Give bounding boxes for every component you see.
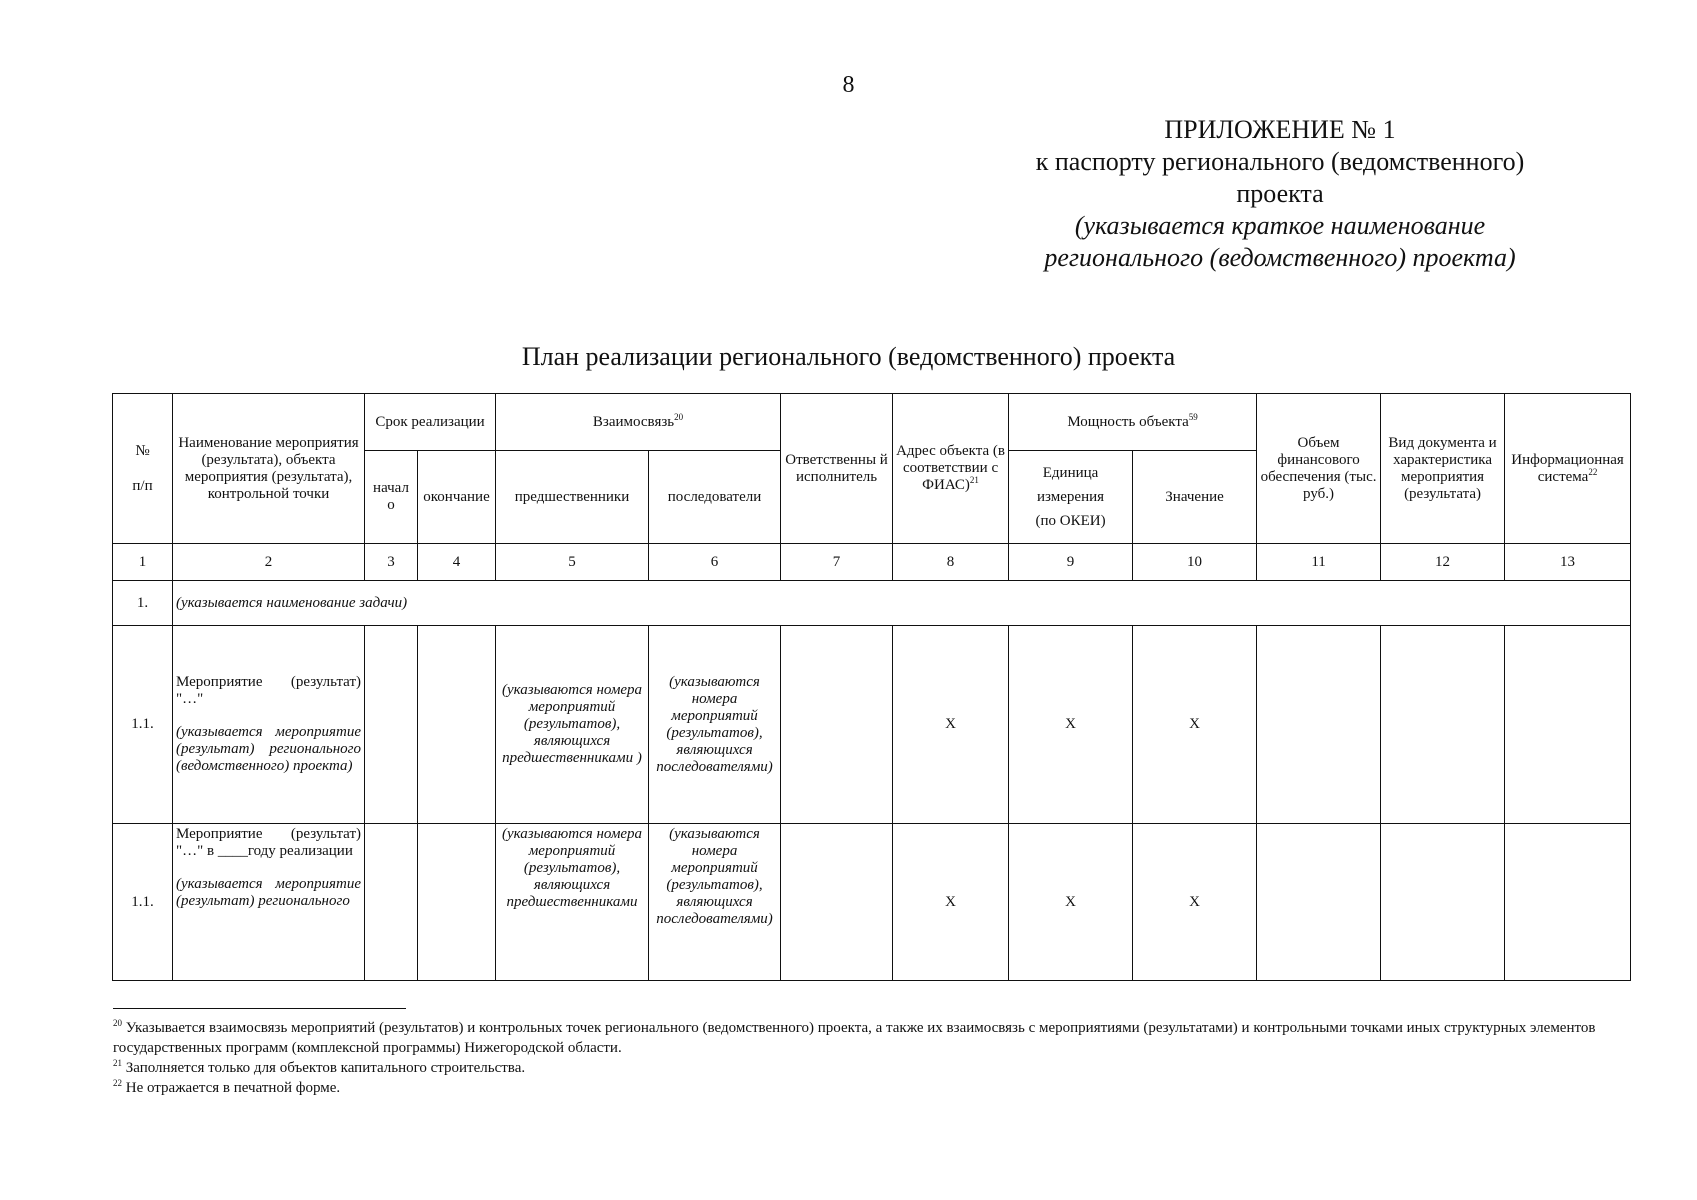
appendix-line-3: проекта — [1236, 179, 1324, 208]
header-value: Значение — [1133, 451, 1257, 544]
row-value: Х — [1133, 824, 1257, 981]
plan-title: План реализации регионального (ведомственного) проекта — [521, 342, 1176, 371]
row-name-line-2: "…" — [176, 691, 204, 707]
header-capacity-sup: 59 — [1188, 411, 1198, 422]
row-responsible — [781, 626, 893, 824]
footnote — [113, 1078, 1643, 1098]
row-unit: Х — [1009, 824, 1133, 981]
task-name: (указывается наименование задачи) — [173, 581, 1631, 626]
header-start: начал о — [365, 451, 418, 544]
row-funding — [1257, 626, 1381, 824]
row-info-system — [1505, 626, 1631, 824]
header-capacity — [1009, 394, 1257, 451]
row-successors-text: (указываются номера мероприятий (результатов), являющихся последователями) — [656, 826, 773, 927]
header-address — [893, 394, 1009, 544]
page-number: 8 — [842, 72, 855, 98]
footnote-mark: 20 — [113, 1018, 122, 1028]
col-number: 6 — [649, 544, 781, 581]
row-predecessors — [496, 824, 649, 981]
row-doc-type — [1381, 824, 1505, 981]
col-number: 3 — [365, 544, 418, 581]
row-doc-type — [1381, 626, 1505, 824]
table-row — [113, 824, 1631, 981]
col-number: 7 — [781, 544, 893, 581]
footnote-mark: 21 — [113, 1058, 122, 1068]
col-number: 4 — [418, 544, 496, 581]
footnote-divider — [113, 1008, 406, 1009]
header-successors: последователи — [649, 451, 781, 544]
footnote — [113, 1058, 1643, 1078]
header-predecessors: предшественники — [496, 451, 649, 544]
row-name-line-1: Мероприятие (результат) — [176, 674, 361, 690]
header-link — [496, 394, 781, 451]
row-start — [365, 824, 418, 981]
header-funding: Объем финансового обеспечения (тыс. руб.) — [1257, 394, 1381, 544]
row-info-system — [1505, 824, 1631, 981]
row-unit: Х — [1009, 626, 1133, 824]
plan-table — [112, 393, 1631, 981]
appendix-line-4: (указывается краткое наименование — [1074, 211, 1486, 240]
row-address: Х — [893, 824, 1009, 981]
appendix-heading — [1000, 114, 1560, 274]
header-info-system-sup: 22 — [1588, 466, 1598, 477]
header-row — [113, 394, 1631, 451]
header-unit-line-3: (по ОКЕИ) — [1035, 513, 1106, 529]
header-num-label: № — [135, 442, 150, 459]
col-number: 2 — [173, 544, 365, 581]
header-unit-line-1: Единица — [1042, 465, 1099, 481]
row-funding — [1257, 824, 1381, 981]
footnote-text: Указывается взаимосвязь мероприятий (результатов) и контрольных точек регионального (ведомственного) проекта, а также их взаимосвязь с мероприятиями (результатами) и контрольными точками иных структурных элементов государственных программ (комплексной программы) Нижегородской области. — [113, 1020, 1596, 1056]
col-number: 5 — [496, 544, 649, 581]
row-successors: (указываются номера мероприятий (результатов), являющихся последователями) — [649, 626, 781, 824]
header-unit — [1009, 451, 1133, 544]
col-number: 13 — [1505, 544, 1631, 581]
footnote-text: Не отражается в печатной форме. — [125, 1080, 341, 1096]
row-name — [173, 626, 365, 824]
header-num-sub: п/п — [132, 477, 153, 494]
header-link-sup: 20 — [674, 411, 684, 422]
appendix-line-2: к паспорту регионального (ведомственного) — [1035, 147, 1525, 176]
header-end: окончание — [418, 451, 496, 544]
header-num — [113, 394, 173, 544]
col-number: 1 — [113, 544, 173, 581]
row-name-note: (указывается мероприятие (результат) регионального — [176, 876, 361, 909]
row-end — [418, 824, 496, 981]
footnote-mark: 22 — [113, 1078, 122, 1088]
col-number: 9 — [1009, 544, 1133, 581]
task-number: 1. — [113, 581, 173, 626]
row-name-line-2: "…" в ____году реализации — [176, 843, 353, 859]
row-responsible — [781, 824, 893, 981]
header-info-system-label: Информационная система — [1511, 451, 1624, 485]
appendix-line-5: регионального (ведомственного) проекта) — [1044, 243, 1516, 272]
row-value: Х — [1133, 626, 1257, 824]
appendix-line-1: ПРИЛОЖЕНИЕ № 1 — [1164, 115, 1396, 144]
row-end — [418, 626, 496, 824]
table-row — [113, 626, 1631, 824]
col-number: 12 — [1381, 544, 1505, 581]
task-row — [113, 581, 1631, 626]
footnotes — [113, 1018, 1643, 1098]
header-address-label: Адрес объекта (в соответствии с ФИАС) — [896, 443, 1005, 493]
row-successors — [649, 824, 781, 981]
row-predecessors-text: (указываются номера мероприятий (результатов), являющихся предшественниками — [501, 826, 643, 910]
column-number-row — [113, 544, 1631, 581]
header-name: Наименование мероприятия (результата), объекта мероприятия (результата), контрольной точки — [173, 394, 365, 544]
col-number: 11 — [1257, 544, 1381, 581]
header-address-sup: 21 — [969, 475, 979, 485]
col-number: 8 — [893, 544, 1009, 581]
header-responsible: Ответственны й исполнитель — [781, 394, 893, 544]
header-unit-line-2: измерения — [1037, 489, 1105, 505]
header-period: Срок реализации — [365, 394, 496, 451]
header-info-system — [1505, 394, 1631, 544]
row-name-line-1: Мероприятие (результат) — [176, 826, 361, 842]
header-link-label: Взаимосвязь — [592, 413, 675, 430]
header-doc-type: Вид документа и характеристика мероприятия (результата) — [1381, 394, 1505, 544]
row-name — [173, 824, 365, 981]
row-number: 1.1. — [113, 824, 173, 981]
footnote-text: Заполняется только для объектов капитального строительства. — [125, 1060, 526, 1076]
header-capacity-label: Мощность объекта — [1067, 413, 1189, 430]
row-address: Х — [893, 626, 1009, 824]
footnote — [113, 1018, 1643, 1058]
row-predecessors: (указываются номера мероприятий (результатов), являющихся предшественниками ) — [496, 626, 649, 824]
row-start — [365, 626, 418, 824]
row-number: 1.1. — [113, 626, 173, 824]
col-number: 10 — [1133, 544, 1257, 581]
row-name-note: (указывается мероприятие (результат) регионального (ведомственного) проекта) — [176, 724, 361, 774]
